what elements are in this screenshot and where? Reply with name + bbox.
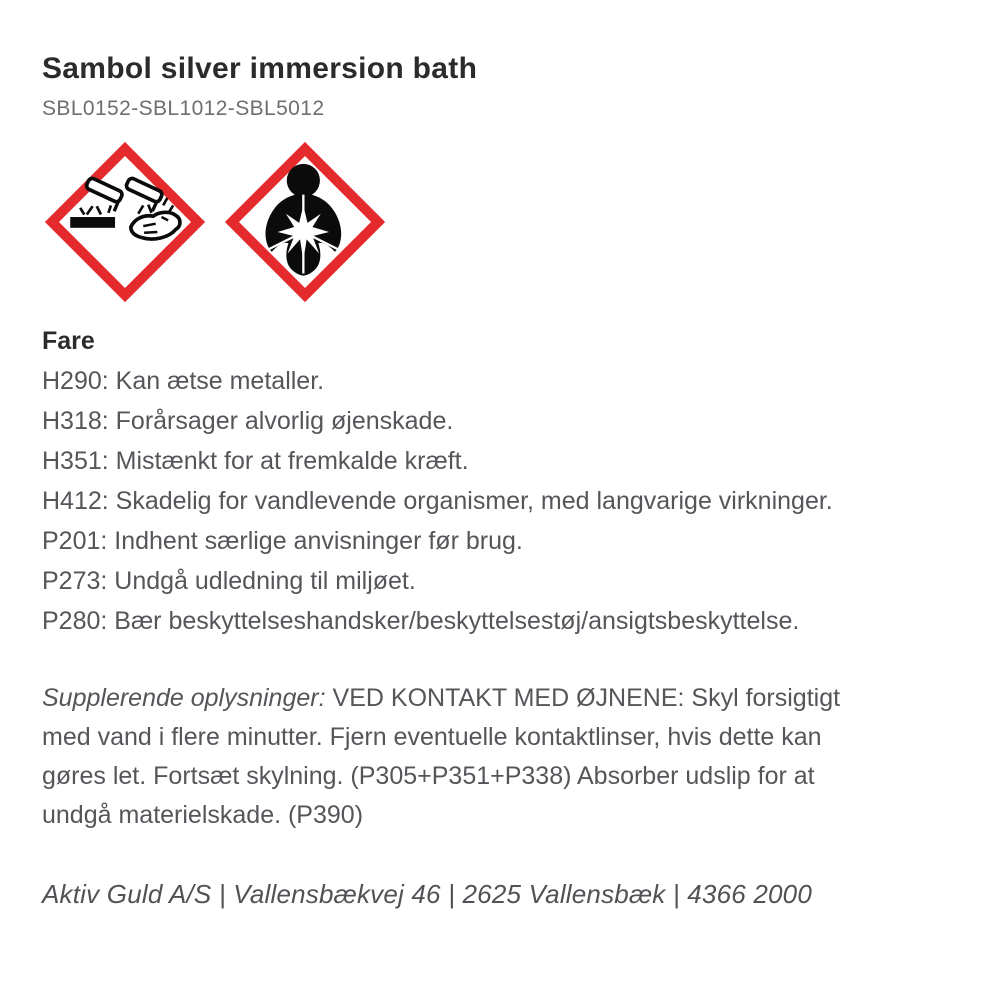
supplementary-line-2: med vand i flere minutter. Fjern eventuelle kontaktlinser, hvis dette kan bbox=[42, 723, 822, 751]
precautionary-statement-p280: P280: Bær beskyttelseshandsker/beskyttelsestøj/ansigtsbeskyttelse. bbox=[42, 607, 800, 635]
supplementary-line-4: undgå materielskade. (P390) bbox=[42, 801, 364, 829]
precautionary-statement-p201: P201: Indhent særlige anvisninger før brug. bbox=[42, 527, 523, 555]
supplementary-intro-label: Supplerende oplysninger: bbox=[42, 684, 326, 712]
product-codes: SBL0152-SBL1012-SBL5012 bbox=[42, 97, 325, 120]
hazard-statement-h351: H351: Mistænkt for at fremkalde kræft. bbox=[42, 447, 469, 475]
ghs-pictogram-row bbox=[42, 139, 940, 305]
supplementary-information bbox=[42, 679, 940, 835]
precautionary-statement-p273: P273: Undgå udledning til miljøet. bbox=[42, 567, 416, 595]
supplementary-line-1: VED KONTAKT MED ØJNENE: Skyl forsigtigt bbox=[332, 684, 841, 712]
supplementary-line-3: gøres let. Fortsæt skylning. (P305+P351+P338) Absorber udslip for at bbox=[42, 762, 815, 790]
hazard-statement-h318: H318: Forårsager alvorlig øjenskade. bbox=[42, 407, 454, 435]
product-title: Sambol silver immersion bath bbox=[42, 52, 478, 85]
ghs05-corrosive-icon bbox=[42, 139, 208, 305]
ghs08-health-hazard-icon bbox=[222, 139, 388, 305]
signal-word: Fare bbox=[42, 327, 95, 355]
hazard-statement-h412: H412: Skadelig for vandlevende organismer, med langvarige virkninger. bbox=[42, 487, 833, 515]
hazard-statement-h290: H290: Kan ætse metaller. bbox=[42, 367, 325, 395]
company-contact-line: Aktiv Guld A/S | Vallensbækvej 46 | 2625 Vallensbæk | 4366 2000 bbox=[42, 879, 812, 909]
